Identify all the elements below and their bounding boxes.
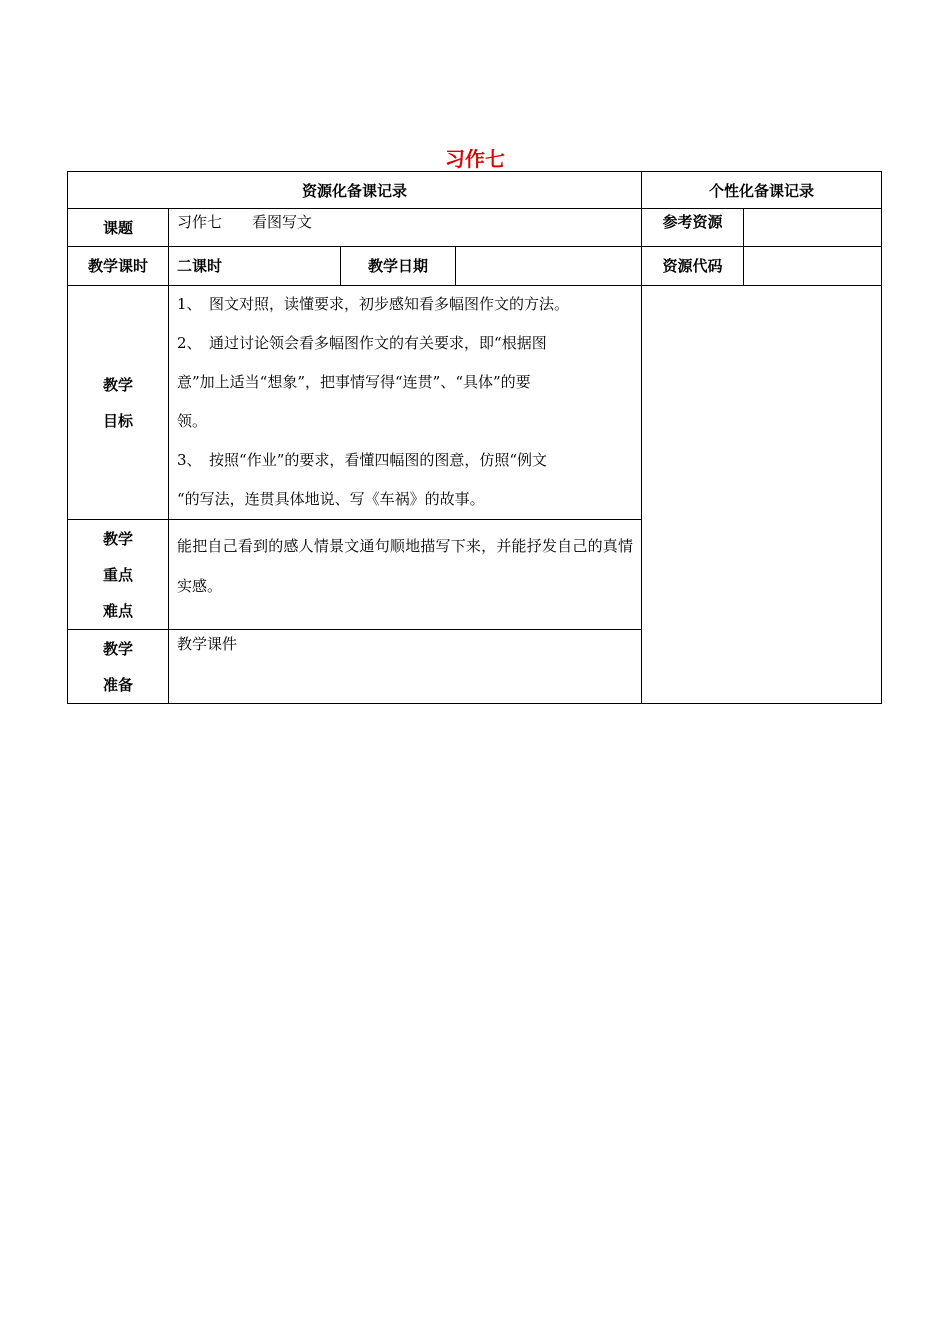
period-value: 二课时 (169, 247, 341, 286)
topic-label: 课题 (68, 209, 169, 247)
preparation-text: 教学课件 (177, 635, 238, 653)
goal-line: 3、 按照“作业”的要求，看懂四幅图的图意，仿照“例文 (177, 451, 548, 469)
goal-line: 2、 通过讨论领会看多幅图作文的有关要求，即“根据图 (177, 334, 547, 352)
topic-row (68, 209, 882, 247)
key-points-cell (169, 520, 642, 630)
preparation-label-line2: 准备 (102, 675, 133, 694)
goals-row (68, 286, 882, 520)
goals-label-line1: 教学 (102, 375, 133, 394)
goal-line: 意”加上适当“想象”，把事情写得“连贯”、“具体”的要 (177, 373, 531, 391)
goal-line: “的写法，连贯具体地说、写《车祸》的故事。 (177, 490, 485, 508)
page-title: 习作七 (445, 147, 505, 171)
header-row (68, 172, 882, 209)
topic-value: 习作七 看图写文 (169, 209, 642, 247)
goals-label-line2: 目标 (102, 411, 133, 430)
preparation-label-line1: 教学 (102, 639, 133, 658)
lesson-plan-table (67, 171, 882, 704)
preparation-cell (169, 630, 642, 704)
key-points-text: 能把自己看到的感人情景文通句顺地描写下来，并能抒发自己的真情实感。 (177, 537, 634, 595)
goals-text (169, 286, 642, 520)
key-points-label-line3: 难点 (102, 601, 133, 620)
date-value (456, 247, 642, 286)
resource-code-value (744, 247, 882, 286)
key-points-label (68, 520, 169, 630)
resource-code-label: 资源代码 (642, 247, 744, 286)
personal-record-header: 个性化备课记录 (642, 172, 882, 209)
preparation-label (68, 630, 169, 704)
key-points-label-line2: 重点 (102, 565, 133, 584)
goals-label (68, 286, 169, 520)
key-points-label-line1: 教学 (102, 529, 133, 548)
period-label: 教学课时 (68, 247, 169, 286)
date-label: 教学日期 (341, 247, 456, 286)
personal-notes-area (642, 286, 882, 704)
goal-line: 领。 (177, 412, 208, 430)
period-row (68, 247, 882, 286)
resource-record-header: 资源化备课记录 (68, 172, 642, 209)
goal-line: 1、 图文对照，读懂要求，初步感知看多幅图作文的方法。 (177, 295, 570, 313)
reference-resource-label: 参考资源 (642, 209, 744, 247)
reference-resource-value (744, 209, 882, 247)
